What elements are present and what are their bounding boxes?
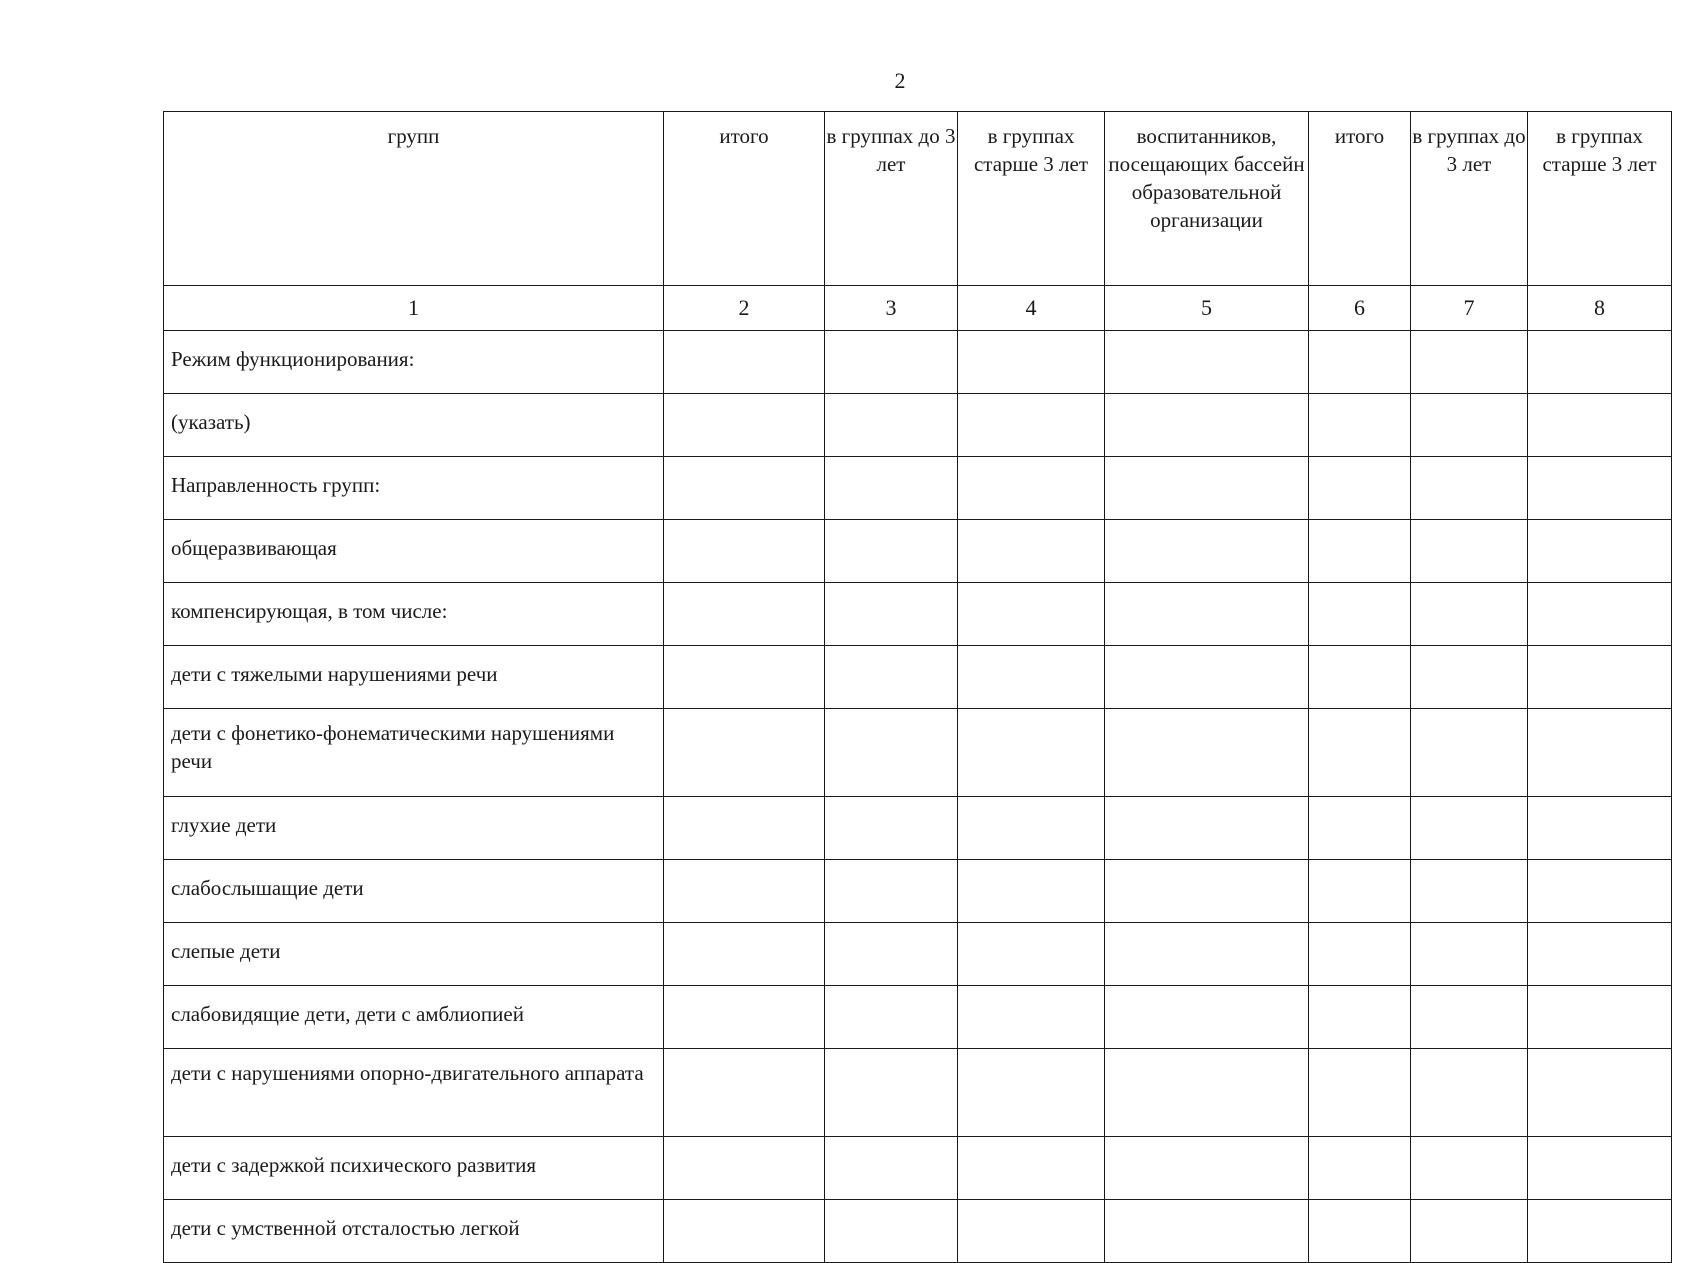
table-row <box>164 583 1672 646</box>
table-cell[interactable] <box>664 1049 825 1137</box>
table-cell[interactable] <box>1105 923 1309 986</box>
table-cell[interactable] <box>1309 797 1411 860</box>
table-cell[interactable] <box>1528 797 1672 860</box>
column-number: 7 <box>1411 286 1528 331</box>
table-row <box>164 860 1672 923</box>
table-cell[interactable] <box>1411 520 1528 583</box>
table-cell[interactable] <box>1411 923 1528 986</box>
table-cell[interactable] <box>1411 646 1528 709</box>
column-number: 8 <box>1528 286 1672 331</box>
table-cell[interactable] <box>1528 457 1672 520</box>
column-number: 6 <box>1309 286 1411 331</box>
table-row <box>164 394 1672 457</box>
table-cell[interactable] <box>1309 331 1411 394</box>
column-number-row <box>164 286 1672 331</box>
table-cell[interactable] <box>1309 394 1411 457</box>
table-cell[interactable] <box>664 520 825 583</box>
table-cell[interactable] <box>1411 860 1528 923</box>
page-number: 2 <box>894 68 906 93</box>
row-label: компенсирующая, в том числе: <box>164 583 664 646</box>
table-cell[interactable] <box>1309 1200 1411 1263</box>
table-cell[interactable] <box>1528 331 1672 394</box>
table-cell[interactable] <box>664 1137 825 1200</box>
table-cell[interactable] <box>1105 394 1309 457</box>
table-row <box>164 709 1672 797</box>
table-cell[interactable] <box>1411 331 1528 394</box>
table-cell[interactable] <box>1105 1137 1309 1200</box>
table-cell[interactable] <box>825 457 958 520</box>
table-cell[interactable] <box>1411 1049 1528 1137</box>
table-cell[interactable] <box>1105 709 1309 797</box>
table-cell[interactable] <box>664 860 825 923</box>
table-cell[interactable] <box>664 709 825 797</box>
table-row <box>164 923 1672 986</box>
table-cell[interactable] <box>1528 646 1672 709</box>
table-cell[interactable] <box>825 394 958 457</box>
table-cell[interactable] <box>1309 709 1411 797</box>
table-cell[interactable] <box>958 646 1105 709</box>
table-row <box>164 457 1672 520</box>
table-cell[interactable] <box>958 986 1105 1049</box>
table-cell[interactable] <box>825 923 958 986</box>
table-cell[interactable] <box>1105 583 1309 646</box>
table-cell[interactable] <box>825 860 958 923</box>
table-cell[interactable] <box>1411 457 1528 520</box>
table-row <box>164 331 1672 394</box>
table-cell[interactable] <box>825 709 958 797</box>
row-label: глухие дети <box>164 797 664 860</box>
table-cell[interactable] <box>958 1137 1105 1200</box>
table-cell[interactable] <box>958 860 1105 923</box>
table-cell[interactable] <box>1528 520 1672 583</box>
table-cell[interactable] <box>1528 860 1672 923</box>
header-row <box>164 112 1672 286</box>
table-cell[interactable] <box>1309 457 1411 520</box>
table-cell[interactable] <box>825 520 958 583</box>
table-cell[interactable] <box>825 1200 958 1263</box>
table-cell[interactable] <box>1309 923 1411 986</box>
table-cell[interactable] <box>664 986 825 1049</box>
table-cell[interactable] <box>664 394 825 457</box>
table-cell[interactable] <box>1411 986 1528 1049</box>
column-number: 2 <box>664 286 825 331</box>
table-cell[interactable] <box>958 457 1105 520</box>
table-cell[interactable] <box>1528 1049 1672 1137</box>
row-label: слабовидящие дети, дети с амблиопией <box>164 986 664 1049</box>
table-cell[interactable] <box>1528 986 1672 1049</box>
table-cell[interactable] <box>1105 1049 1309 1137</box>
table-cell[interactable] <box>1411 797 1528 860</box>
table-cell[interactable] <box>1105 860 1309 923</box>
column-number: 3 <box>825 286 958 331</box>
table-cell[interactable] <box>958 797 1105 860</box>
table-cell[interactable] <box>1309 1137 1411 1200</box>
table-cell[interactable] <box>825 331 958 394</box>
table-cell[interactable] <box>1528 394 1672 457</box>
table-cell[interactable] <box>1411 583 1528 646</box>
row-label: слепые дети <box>164 923 664 986</box>
groups-table <box>163 111 1672 1263</box>
column-number: 4 <box>958 286 1105 331</box>
table-cell[interactable] <box>664 797 825 860</box>
table-cell[interactable] <box>664 923 825 986</box>
row-label: (указать) <box>164 394 664 457</box>
header-pool-pupils: воспитанников, посещающих бассейн образовательной организации <box>1105 112 1309 286</box>
header-under-3-2: в группах до 3 лет <box>1411 112 1528 286</box>
table-cell[interactable] <box>664 1200 825 1263</box>
table-cell[interactable] <box>1105 457 1309 520</box>
table-cell[interactable] <box>1309 860 1411 923</box>
table-row <box>164 1137 1672 1200</box>
table-cell[interactable] <box>1528 923 1672 986</box>
table-cell[interactable] <box>958 520 1105 583</box>
header-under-3: в группах до 3 лет <box>825 112 958 286</box>
column-number: 5 <box>1105 286 1309 331</box>
table-cell[interactable] <box>958 923 1105 986</box>
column-number: 1 <box>164 286 664 331</box>
table-cell[interactable] <box>1105 520 1309 583</box>
table-row <box>164 1200 1672 1263</box>
table-cell[interactable] <box>958 1049 1105 1137</box>
table-cell[interactable] <box>825 986 958 1049</box>
table-cell[interactable] <box>664 646 825 709</box>
table-cell[interactable] <box>1309 986 1411 1049</box>
header-total: итого <box>664 112 825 286</box>
table-cell[interactable] <box>958 709 1105 797</box>
table-cell[interactable] <box>1411 394 1528 457</box>
table-cell[interactable] <box>1528 1137 1672 1200</box>
header-groups: групп <box>164 112 664 286</box>
table-cell[interactable] <box>825 1049 958 1137</box>
table-cell[interactable] <box>664 457 825 520</box>
table-cell[interactable] <box>958 583 1105 646</box>
table-cell[interactable] <box>1105 331 1309 394</box>
header-total-2: итого <box>1309 112 1411 286</box>
header-over-3-2: в группах старше 3 лет <box>1528 112 1672 286</box>
table-cell[interactable] <box>1411 1137 1528 1200</box>
table-cell[interactable] <box>664 583 825 646</box>
table-cell[interactable] <box>825 646 958 709</box>
table-cell[interactable] <box>1309 520 1411 583</box>
table-row <box>164 520 1672 583</box>
table-cell[interactable] <box>958 394 1105 457</box>
row-label: дети с задержкой психического развития <box>164 1137 664 1200</box>
table-cell[interactable] <box>664 331 825 394</box>
table-cell[interactable] <box>1309 583 1411 646</box>
table-cell[interactable] <box>1105 986 1309 1049</box>
row-label: слабослышащие дети <box>164 860 664 923</box>
table-cell[interactable] <box>1528 709 1672 797</box>
table-cell[interactable] <box>1309 1049 1411 1137</box>
table-cell[interactable] <box>825 797 958 860</box>
table-cell[interactable] <box>1105 797 1309 860</box>
table-row <box>164 986 1672 1049</box>
table-row <box>164 646 1672 709</box>
table-cell[interactable] <box>958 331 1105 394</box>
row-label: Режим функционирования: <box>164 331 664 394</box>
table-cell[interactable] <box>1105 646 1309 709</box>
table-cell[interactable] <box>1528 583 1672 646</box>
table-cell[interactable] <box>1309 646 1411 709</box>
row-label: дети с умственной отсталостью легкой <box>164 1200 664 1263</box>
table-cell[interactable] <box>958 1200 1105 1263</box>
header-over-3: в группах старше 3 лет <box>958 112 1105 286</box>
table-cell[interactable] <box>1411 709 1528 797</box>
row-label: общеразвивающая <box>164 520 664 583</box>
row-label: дети с тяжелыми нарушениями речи <box>164 646 664 709</box>
table-cell[interactable] <box>825 1137 958 1200</box>
table-cell[interactable] <box>1105 1200 1309 1263</box>
table-cell[interactable] <box>1528 1200 1672 1263</box>
row-label: дети с фонетико-фонематическими нарушениями речи <box>164 709 664 797</box>
table-row <box>164 1049 1672 1137</box>
row-label: Направленность групп: <box>164 457 664 520</box>
table-cell[interactable] <box>1411 1200 1528 1263</box>
row-label: дети с нарушениями опорно-двигательного аппарата <box>164 1049 664 1137</box>
table-row <box>164 797 1672 860</box>
table-cell[interactable] <box>825 583 958 646</box>
